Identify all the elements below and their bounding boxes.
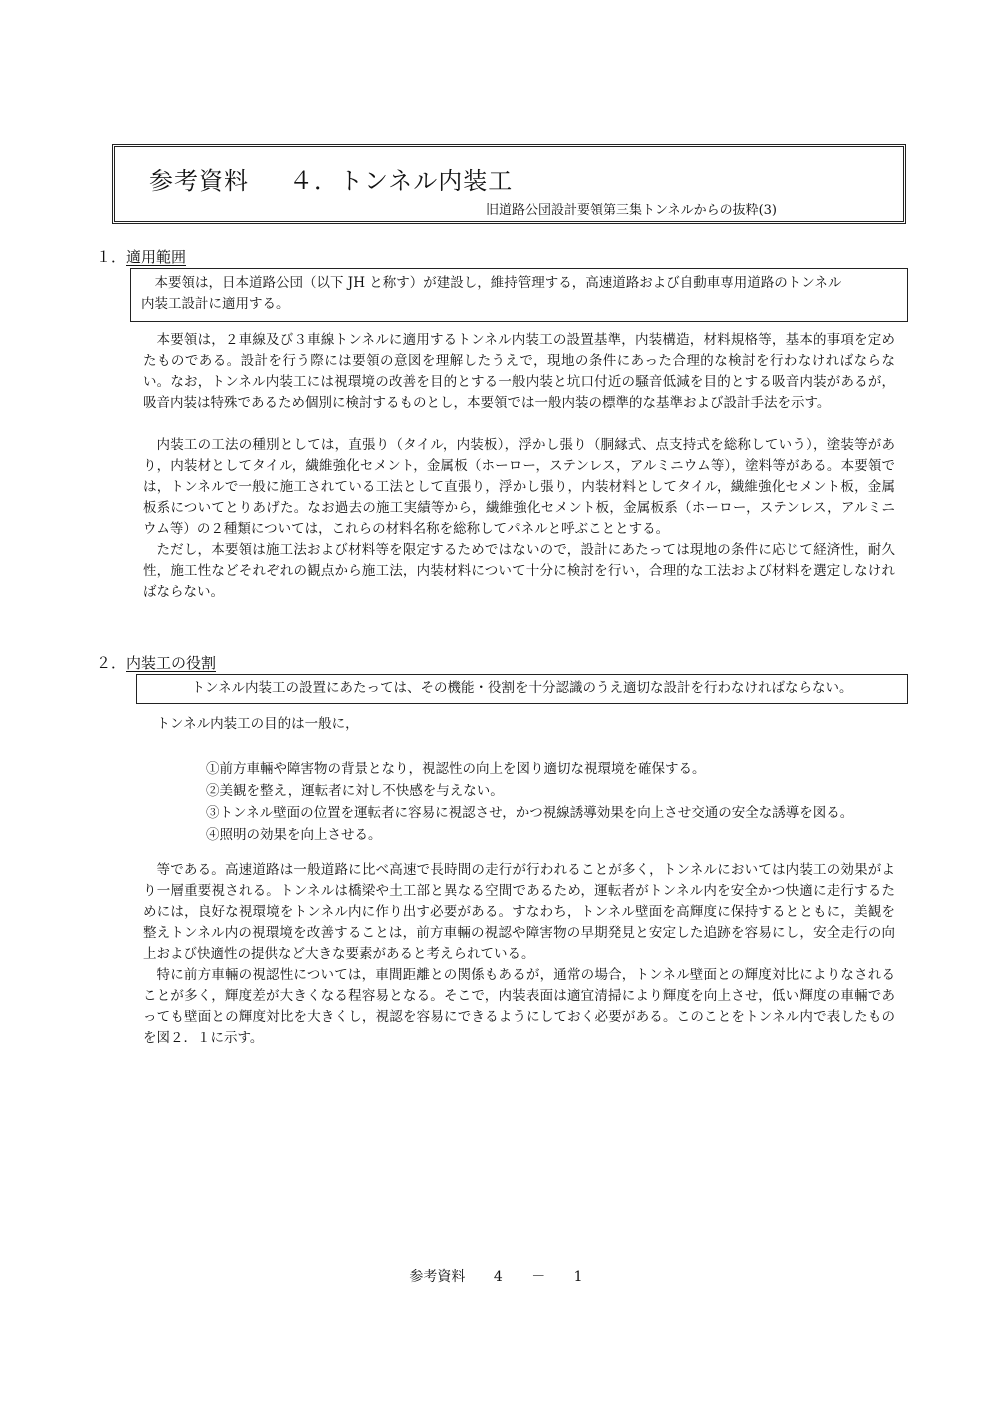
section1-body bbox=[143, 330, 895, 603]
section1-para3: ただし，本要領は施工法および材料等を限定するためではないので，設計にあたっては現地の条件に応じて経済性，耐久性，施工性などそれぞれの観点から施工法，内装材料について十分に検討を行い，合理的な工法および材料を選定しなければならない。 bbox=[143, 542, 895, 600]
list-item: ③トンネル壁面の位置を運転者に容易に視認させ，かつ視線誘導効果を向上させ交通の安全な誘導を図る。 bbox=[206, 805, 854, 821]
section2-para2: 特に前方車輛の視認性については，車間距離との関係もあるが，通常の場合，トンネル壁面との輝度対比によりなされることが多く，輝度差が大きくなる程容易となる。そこで，内装表面は適宜清掃により輝度を向上させ，低い輝度の車輛であっても壁面との輝度対比を大きくし，視認を容易にできるようにしておく必要がある。このことをトンネル内で表したものを図２．１に示す。 bbox=[143, 967, 895, 1046]
title-main-left: 参考資料 bbox=[149, 167, 249, 195]
title-main-right: ４．トンネル内装工 bbox=[289, 167, 514, 195]
section1-para1: 本要領は，２車線及び３車線トンネルに適用するトンネル内装工の設置基準，内装構造，材料規格等，基本的事項を定めたものである。設計を行う際には要領の意図を理解したうえで，現地の条件にあった合理的な検討を行わなければならない。なお，トンネル内装工には視環境の改善を目的とする一般内装と坑口付近の騒音低減を目的とする吸音内装があるが，吸音内装は特殊であるため個別に検討するものとし，本要領では一般内装の標準的な基準および設計手法を示す。 bbox=[143, 332, 895, 411]
section1-scope-box bbox=[130, 268, 908, 322]
section2-heading bbox=[96, 652, 216, 673]
section2-purpose-list bbox=[206, 758, 853, 846]
section2-number: ２． bbox=[96, 654, 127, 672]
title-box bbox=[112, 144, 906, 224]
list-item: ②美観を整え，運転者に対し不快感を与えない。 bbox=[206, 783, 504, 799]
footer-dash: － bbox=[531, 1269, 546, 1285]
section2-box-text: トンネル内装工の設置にあたっては、その機能・役割を十分認識のうえ適切な設計を行わなければならない。 bbox=[191, 680, 853, 696]
section2-intro bbox=[143, 714, 895, 735]
footer-chapter: 4 bbox=[493, 1269, 503, 1285]
footer-page-number: 1 bbox=[573, 1269, 583, 1285]
section2-para1: 等である。高速道路は一般道路に比べ高速で長時間の走行が行われることが多く，トンネルにおいては内装工の効果がより一層重要視される。トンネルは橋梁や土工部と異なる空間であるため，運転者がトンネル内を安全かつ快適に走行するためには，良好な視環境をトンネル内に作り出す必要がある。すなわち，トンネル壁面を高輝度に保持するとともに，美観を整えトンネル内の視環境を改善することは，前方車輛の視認や障害物の早期発見と安定した追跡を容易にし，安全走行の向上および快適性の提供など大きな要素があると考えられている。 bbox=[143, 862, 895, 962]
page-footer bbox=[0, 1266, 992, 1286]
page-title bbox=[149, 161, 513, 196]
section1-number: １． bbox=[96, 248, 127, 266]
section2-intro-text: トンネル内装工の目的は一般に， bbox=[156, 716, 359, 732]
section1-box-line2: 内装工設計に適用する。 bbox=[141, 296, 290, 312]
section1-heading-label: 適用範囲 bbox=[126, 248, 187, 266]
section1-heading bbox=[96, 246, 186, 267]
list-item: ①前方車輛や障害物の背景となり，視認性の向上を図り適切な視環境を確保する。 bbox=[206, 761, 706, 777]
section1-para2: 内装工の工法の種別としては，直張り（タイル，内装板），浮かし張り（胴縁式、点支持式を総称していう），塗装等があり，内装材としてタイル，繊維強化セメント，金属板（ホーロー，ステンレス，アルミニウム等），塗料等がある。本要領では，トンネルで一般に施工されている工法として直張り，浮かし張り，内装材料としてタイル，繊維強化セメント板，金属板系についてとりあげた。なお過去の施工実績等から，繊維強化セメント板，金属板系（ホーロー，ステンレス，アルミニウム等）の２種類については，これらの材料名称を総称してパネルと呼ぶこととする。 bbox=[143, 437, 895, 537]
list-item: ④照明の効果を向上させる。 bbox=[206, 827, 382, 843]
section2-body bbox=[143, 860, 895, 1049]
footer-label: 参考資料 bbox=[409, 1269, 466, 1285]
page-subtitle: 旧道路公団設計要領第三集トンネルからの抜粋(3) bbox=[485, 203, 777, 218]
section2-role-box bbox=[136, 674, 908, 704]
section1-box-line1: 本要領は，日本道路公団（以下 JH と称す）が建設し，維持管理する，高速道路および自動車専用道路のトンネル bbox=[154, 275, 842, 291]
section2-heading-label: 内装工の役割 bbox=[126, 654, 217, 672]
